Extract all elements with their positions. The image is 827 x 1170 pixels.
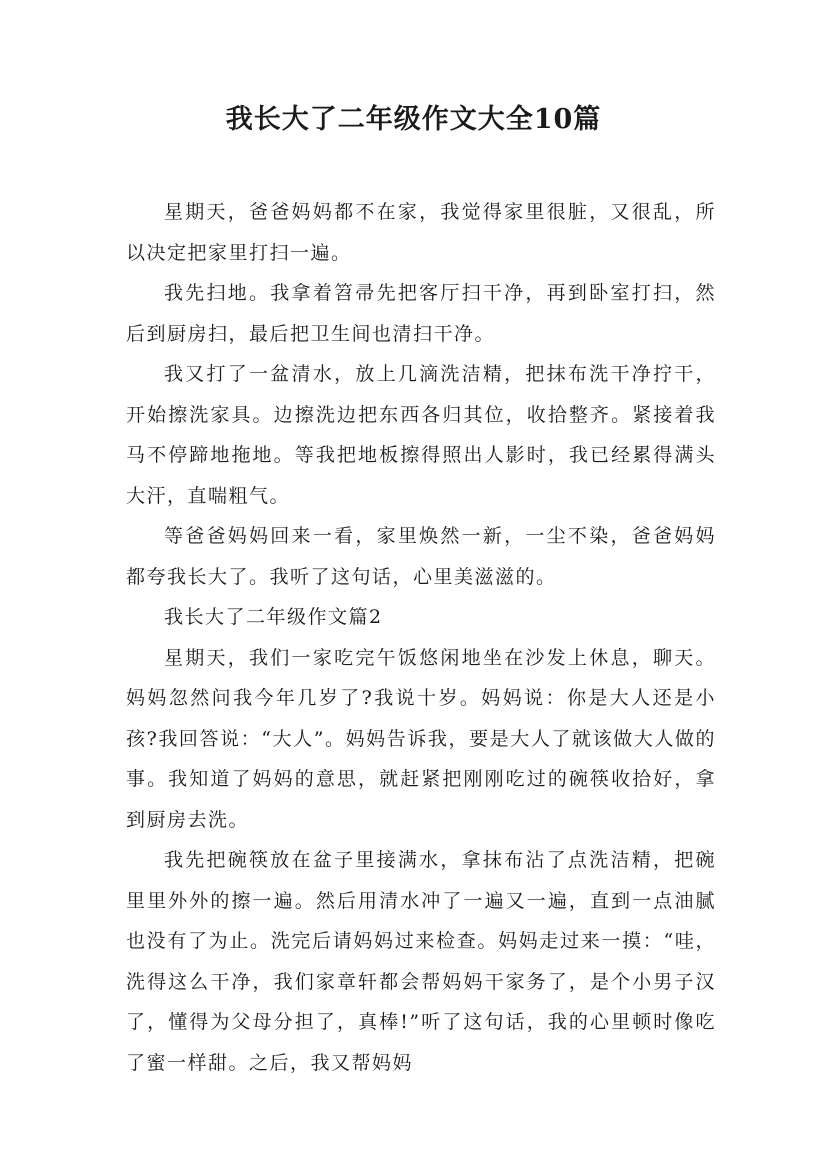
paragraph: 我先扫地。我拿着笤帚先把客厅扫干净，再到卧室打扫，然后到厨房扫，最后把卫生间也清扫干净。	[126, 282, 716, 345]
paragraph: 我又打了一盆清水，放上几滴洗洁精，把抹布洗干净拧干，开始擦洗家具。边擦洗边把东西各归其位，收拾整齐。紧接着我马不停蹄地拖地。等我把地板擦得照出人影时，我已经累得满头大汗，直喘粗气。	[126, 363, 716, 507]
paragraph: 我先把碗筷放在盆子里接满水，拿抹布沾了点洗洁精，把碗里里外外的擦一遍。然后用清水冲了一遍又一遍，直到一点油腻也没有了为止。洗完后请妈妈过来检查。妈妈走过来一摸：“哇，洗得这么干净，我们家章轩都会帮妈妈干家务了，是个小男子汉了，懂得为父母分担了，真棒!”听了这句话，我的心里顿时像吃了蜜一样甜。之后，我又帮妈妈	[126, 849, 716, 1074]
document-title: 我长大了二年级作文大全10篇	[225, 104, 602, 135]
document-body	[126, 192, 716, 1083]
paragraph: 星期天，我们一家吃完午饭悠闲地坐在沙发上休息，聊天。妈妈忽然问我今年几岁了?我说十岁。妈妈说：你是大人还是小孩?我回答说：“大人”。妈妈告诉我，要是大人了就该做大人做的事。我知道了妈妈的意思，就赶紧把刚刚吃过的碗筷收拾好，拿到厨房去洗。	[126, 646, 716, 831]
paragraph: 星期天，爸爸妈妈都不在家，我觉得家里很脏，又很乱，所以决定把家里打扫一遍。	[126, 201, 716, 264]
paragraph: 等爸爸妈妈回来一看，家里焕然一新，一尘不染，爸爸妈妈都夸我长大了。我听了这句话，心里美滋滋的。	[126, 525, 716, 588]
section-heading: 我长大了二年级作文篇2	[164, 606, 383, 628]
